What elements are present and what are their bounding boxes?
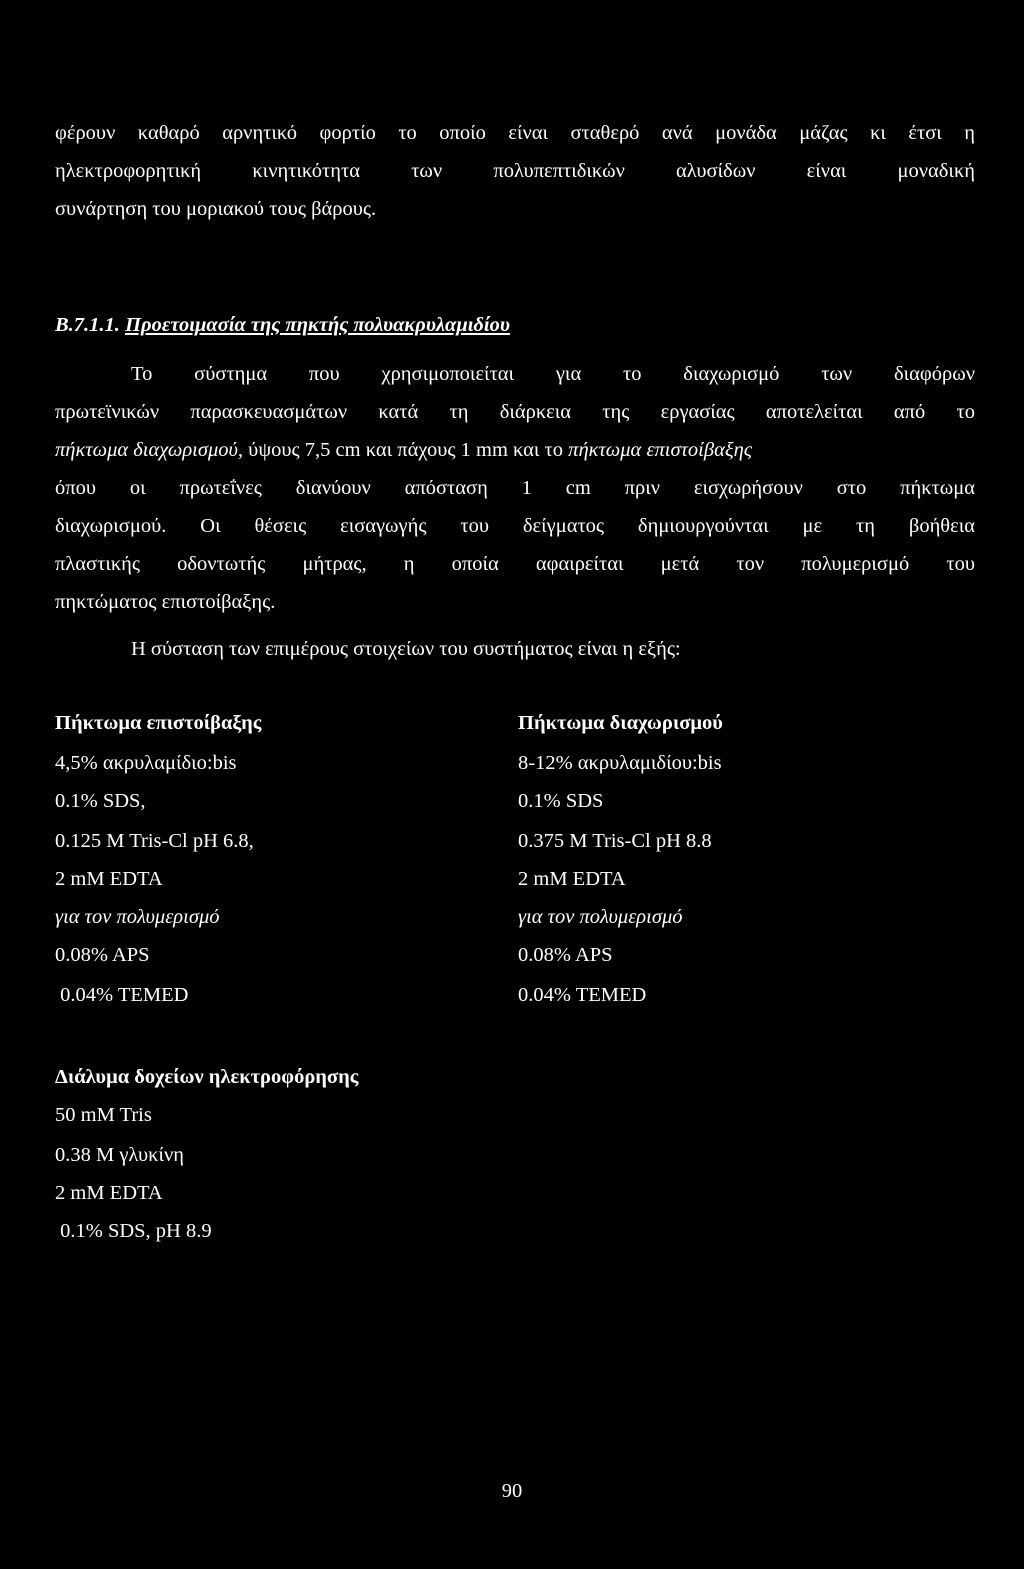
stacking-gel-temed: 0.04% TEMED (55, 984, 189, 1006)
separating-gel-edta: 2 mM EDTA (518, 868, 626, 890)
para1-line-5: διαχωρισμού. Οι θέσεις εισαγωγής του δείγματος δημιουργούνται με τη βοήθεια (55, 515, 975, 537)
separating-gel-tris: 0.375 M Tris-Cl pH 8.8 (518, 830, 712, 852)
running-buffer-glycine: 0.38 M γλυκίνη (55, 1144, 184, 1166)
separating-gel-term: πήκτωμα διαχωρισμού, (55, 439, 244, 461)
separating-gel-sds: 0.1% SDS (518, 790, 604, 812)
separating-gel-temed: 0.04% TEMED (518, 984, 647, 1006)
para2-line-1: Η σύσταση των επιμέρους στοιχείων του συστήματος είναι η εξής: (131, 638, 681, 660)
stacking-gel-term: πήκτωμα επιστοίβαξης (568, 439, 753, 461)
para1-line-1: Το σύστημα που χρησιμοποιείται για το διαχωρισμό των διαφόρων (131, 363, 975, 385)
stacking-gel-sds: 0.1% SDS, (55, 790, 146, 812)
intro-line-1: φέρουν καθαρό αρνητικό φορτίο το οποίο είναι σταθερό ανά μονάδα μάζας κι έτσι η (55, 122, 975, 144)
para1-line-6: πλαστικής οδοντωτής μήτρας, η οποία αφαιρείται μετά τον πολυμερισμό του (55, 553, 975, 575)
stacking-gel-tris: 0.125 M Tris-Cl pH 6.8, (55, 830, 254, 852)
stacking-gel-polymerization-label: για τον πολυμερισμό (55, 906, 220, 928)
separating-gel-aps: 0.08% APS (518, 944, 613, 966)
para1-line-3 (55, 439, 752, 462)
para1-line-2: πρωτεϊνικών παρασκευασμάτων κατά τη διάρκεια της εργασίας αποτελείται από το (55, 401, 975, 423)
running-buffer-heading: Διάλυμα δοχείων ηλεκτροφόρησης (55, 1066, 359, 1088)
stacking-gel-aps: 0.08% APS (55, 944, 150, 966)
para1-line-7: πηκτώματος επιστοίβαξης. (55, 591, 276, 613)
separating-gel-heading: Πήκτωμα διαχωρισμού (518, 712, 723, 734)
page-number: 90 (501, 1480, 523, 1502)
stacking-gel-edta: 2 mM EDTA (55, 868, 163, 890)
para1-line-3-text: ύψους 7,5 cm και πάχους 1 mm και το (243, 439, 569, 461)
separating-gel-acrylamide: 8-12% ακρυλαμιδίου:bis (518, 752, 722, 774)
section-number: Β.7.1.1. (55, 314, 120, 336)
intro-line-2: ηλεκτροφορητική κινητικότητα των πολυπεπτιδικών αλυσίδων είναι μοναδική (55, 160, 975, 182)
separating-gel-polymerization-label: για τον πολυμερισμό (518, 906, 683, 928)
stacking-gel-heading: Πήκτωμα επιστοίβαξης (55, 712, 262, 734)
section-title: Προετοιμασία της πηκτής πολυακρυλαμιδίου (125, 314, 510, 336)
para1-line-4: όπου οι πρωτεΐνες διανύουν απόσταση 1 cm πριν εισχωρήσουν στο πήκτωμα (55, 477, 975, 499)
stacking-gel-acrylamide: 4,5% ακρυλαμίδιο:bis (55, 752, 237, 774)
running-buffer-sds-ph: 0.1% SDS, pH 8.9 (55, 1220, 212, 1242)
intro-line-3: συνάρτηση του μοριακού τους βάρους. (55, 198, 377, 220)
running-buffer-tris: 50 mM Tris (55, 1104, 152, 1126)
running-buffer-edta: 2 mM EDTA (55, 1182, 163, 1204)
